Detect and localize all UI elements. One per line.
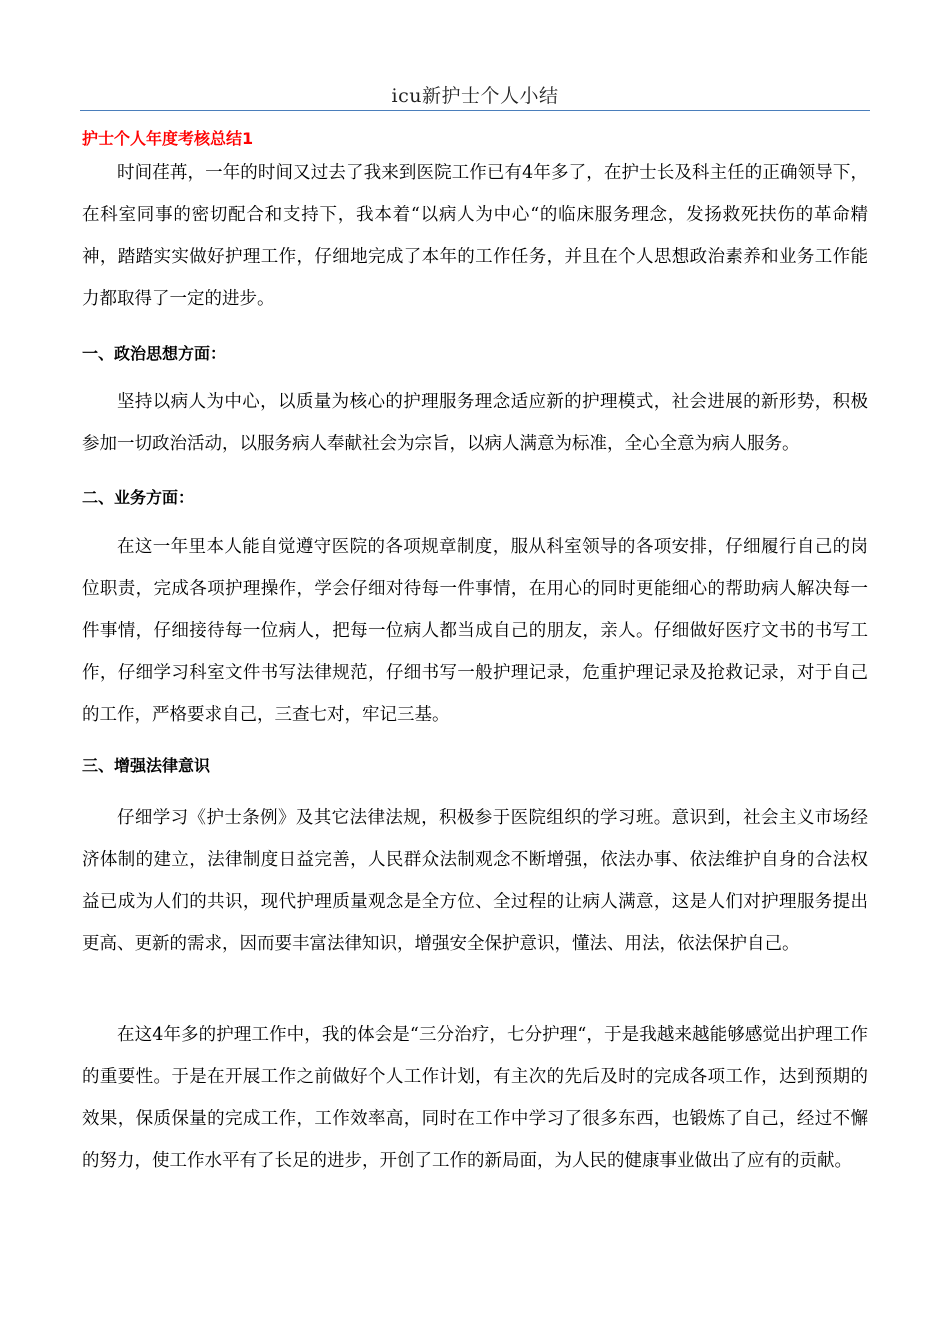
document-subtitle: 护士个人年度考核总结1 [82,129,254,148]
section-paragraph-political: 坚持以病人为中心，以质量为核心的护理服务理念适应新的护理模式，社会进展的新形势，积极参加一切政治活动，以服务病人奉献社会为宗旨，以病人满意为标准，全心全意为病人服务。 [82,392,868,454]
section-heading-business: 二、业务方面： [82,488,195,507]
section-heading-political: 一、政治思想方面： [82,344,227,363]
section-heading-legal: 三、增强法律意识 [82,756,211,775]
section-paragraph-legal: 仔细学习《护士条例》及其它法律法规，积极参于医院组织的学习班。意识到，社会主义市场经济体制的建立，法律制度日益完善，人民群众法制观念不断增强，依法办事、依法维护自身的合法权益已成为人们的共识，现代护理质量观念是全方位、全过程的让病人满意，这是人们对护理服务提出更高、更新的需求，因而要丰富法律知识，增强安全保护意识，懂法、用法，依法保护自己。 [82,808,868,954]
title-divider [80,110,870,111]
document-title: icu新护士个人小结 [391,85,559,107]
section-paragraph-experience: 在这4年多的护理工作中，我的体会是“三分治疗，七分护理“，于是我越来越能够感觉出护理工作的重要性。于是在开展工作之前做好个人工作计划，有主次的先后及时的完成各项工作，达到预期的效果，保质保量的完成工作，工作效率高，同时在工作中学习了很多东西，也锻炼了自己，经过不懈的努力，使工作水平有了长足的进步，开创了工作的新局面，为人民的健康事业做出了应有的贡献。 [82,1025,868,1171]
intro-paragraph: 时间荏苒，一年的时间又过去了我来到医院工作已有4年多了，在护士长及科主任的正确领导下，在科室同事的密切配合和支持下，我本着“以病人为中心“的临床服务理念，发扬救死扶伤的革命精神，踏踏实实做好护理工作，仔细地完成了本年的工作任务，并且在个人思想政治素养和业务工作能力都取得了一定的进步。 [82,163,868,309]
section-paragraph-business: 在这一年里本人能自觉遵守医院的各项规章制度，服从科室领导的各项安排，仔细履行自己的岗位职责，完成各项护理操作，学会仔细对待每一件事情，在用心的同时更能细心的帮助病人解决每一件事情，仔细接待每一位病人，把每一位病人都当成自己的朋友，亲人。仔细做好医疗文书的书写工作，仔细学习科室文件书写法律规范，仔细书写一般护理记录，危重护理记录及抢救记录，对于自己的工作，严格要求自己，三查七对，牢记三基。 [82,537,868,725]
